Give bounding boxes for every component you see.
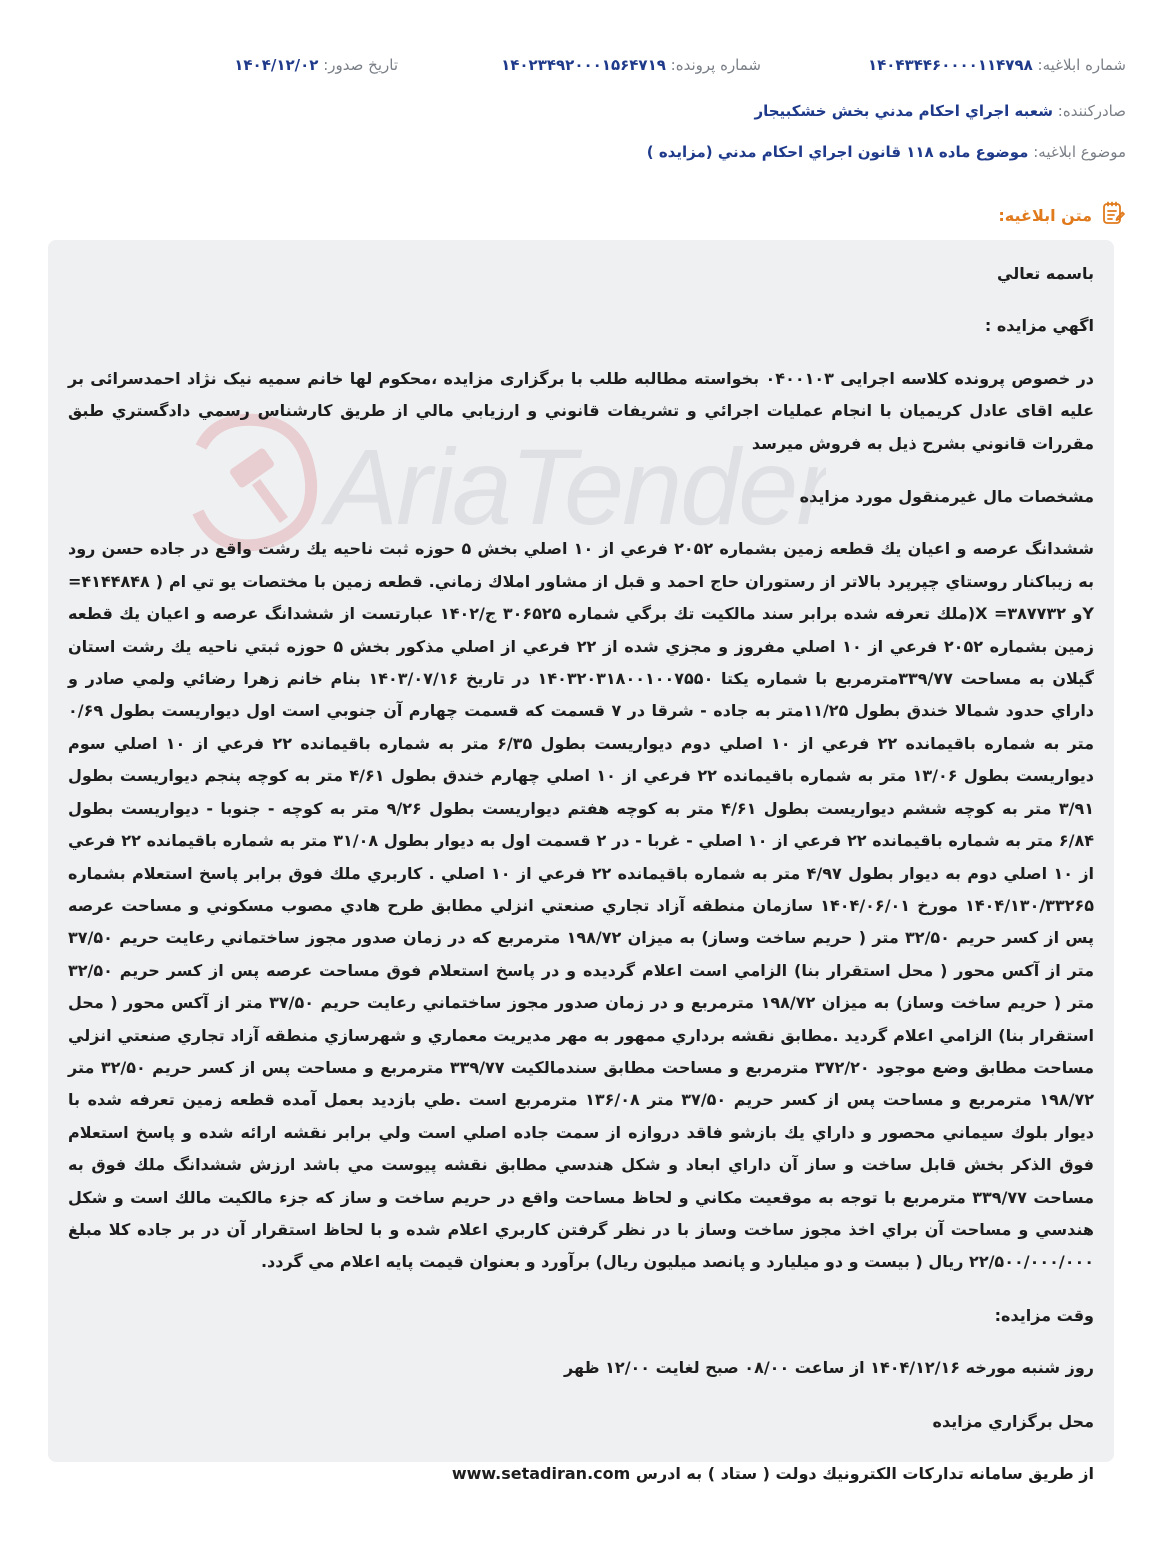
notice-number bbox=[868, 56, 1126, 74]
issue-date bbox=[234, 56, 398, 74]
issuer-value: شعبه اجراي احكام مدني بخش خشكبيجار bbox=[754, 102, 1053, 120]
auction-venue bbox=[68, 1458, 1094, 1490]
subject-label: موضوع ابلاغيه: bbox=[1033, 143, 1126, 161]
issue-date-label: تاريخ صدور: bbox=[323, 56, 398, 74]
issuer-label: صادرکننده: bbox=[1057, 102, 1126, 120]
notice-body-panel bbox=[48, 240, 1114, 1483]
issuer-row bbox=[754, 102, 1126, 120]
file-number bbox=[501, 56, 761, 74]
auction-time: روز شنبه مورخه ۱۴۰۴/۱۲/۱۶ از ساعت ۰۸/۰۰ صبح لغايت ۱۲/۰۰ ظهر bbox=[564, 1358, 1094, 1378]
watermark-text: AriaTender bbox=[326, 426, 826, 547]
notice-text-heading bbox=[998, 200, 1126, 230]
issue-date-value: ۱۴۰۴/۱۲/۰۲ bbox=[234, 56, 319, 74]
property-description: ششدانگ عرصه و اعيان يك قطعه زمين بشماره ۲۰۵۲ فرعي از ۱۰ اصلي بخش ۵ حوزه ثبت ناحيه يك رشت واقع در جاده حسن رود به زيباكنار روستاي چپرپرد بالاتر از رستوران حاج احمد و قبل از مشاور املاك زماني. قطعه زمين با مختصات يو تي ام ( ۴۱۴۴۸۴۸= Yو ۳۸۷۷۳۲= X(ملك تعرفه شده برابر سند مالكيت تك برگي شماره ۳۰۶۵۲۵ ج/۱۴۰۲ عبارتست از ششدانگ عرصه و اعيان يك قطعه زمين بشماره ۲۰۵۲ فرعي از ۱۰ اصلي مفروز و مجزي شده از ۲۲ فرعي از اصلي مذكور بخش ۵ حوزه ثبتي ناحيه يك رشت استان گيلان به مساحت ۳۳۹/۷۷مترمربع با شماره يكتا ۱۴۰۳۲۰۳۱۸۰۰۱۰۰۷۵۵۰ در تاريخ ۱۴۰۳/۰۷/۱۶ بنام خانم زهرا رضائي ولمي صادر و داراي حدود شمالا خندق بطول ۱۱/۲۵متر به جاده - شرقا در ۷ قسمت كه قسمت چهارم آن جنوبي است اول ديواريست بطول ۰/۶۹ متر به شماره باقيمانده ۲۲ فرعي از ۱۰ اصلي دوم ديواريست بطول ۶/۳۵ متر به شماره باقيمانده ۲۲ فرعي از ۱۰ اصلي سوم ديواريست بطول ۱۳/۰۶ متر به شماره باقيمانده ۲۲ فرعي از ۱۰ اصلي چهارم خندق بطول ۴/۶۱ متر به كوچه پنجم ديواريست بطول ۳/۹۱ متر به كوچه ششم ديواريست بطول ۴/۶۱ متر به كوچه هفتم ديواريست بطول ۹/۲۶ متر به كوچه - جنوبا - ديواريست بطول ۶/۸۴ متر به شماره باقيمانده ۲۲ فرعي از ۱۰ اصلي - غربا - در ۲ قسمت اول به ديوار بطول ۳۱/۰۸ متر به شماره باقيمانده ۲۲ فرعي از ۱۰ اصلي دوم به ديوار بطول ۴/۹۷ متر به شماره باقيمانده ۲۲ فرعي از ۱۰ اصلي . كاربري ملك فوق برابر پاسخ استعلام بشماره ۱۴۰۴/۱۳۰/۳۳۲۶۵ مورخ ۱۴۰۴/۰۶/۰۱ سازمان منطقه آزاد تجاري صنعتي انزلي مطابق طرح هادي مصوب مسكوني و مساحت عرصه پس از كسر حريم ۳۲/۵۰ متر ( حريم ساخت وساز) به ميزان ۱۹۸/۷۲ مترمربع كه در زمان صدور مجوز ساختماني رعايت حريم ۳۷/۵۰ متر از آكس محور ( محل استقرار بنا) الزامي است اعلام گرديده و در پاسخ استعلام فوق مساحت عرصه پس از كسر حريم ۳۲/۵۰ متر ( حريم ساخت وساز) به ميزان ۱۹۸/۷۲ مترمربع و در زمان صدور مجوز ساختماني رعايت حريم ۳۷/۵۰ متر از آكس محور ( محل استقرار بنا) الزامي اعلام گرديد .مطابق نقشه برداري ممهور به مهر مديريت معماري و شهرسازي منطقه آزاد تجاري صنعتي انزلي مساحت مطابق وضع موجود ۳۷۲/۲۰ مترمربع و مساحت مطابق سندمالكيت ۳۳۹/۷۷ مترمربع و مساحت پس از كسر حريم ۳۲/۵۰ متر ۱۹۸/۷۲ مترمربع و مساحت پس از كسر حريم ۳۷/۵۰ متر ۱۳۶/۰۸ مترمربع است .طي بازديد بعمل آمده قطعه زمين تعرفه شده با ديوار بلوك سيماني محصور و داراي يك بازشو فاقد دروازه از سمت جاده اصلي است ولي برابر نقشه ارائه شده و پاسخ استعلام فوق الذكر بخش قابل ساخت و ساز آن داراي ابعاد و شكل هندسي مطابق نقشه پيوست مي باشد ارزش ششدانگ ملك فوق به مساحت ۳۳۹/۷۷ مترمربع با توجه به موقعيت مكاني و لحاظ مساحت واقع در حريم ساخت و ساز كه جزء مالكيت مالك است و شكل هندسي و مساحت آن براي اخذ مجوز ساخت وساز با در نظر گرفتن كاربري اعلام شده و با لحاظ استقرار آن در بر جاده كلا مبلغ ۲۲/۵۰۰/۰۰۰/۰۰۰ ريال ( بيست و دو ميليارد و پانصد ميليون ريال) برآورد و بعنوان قيمت پايه اعلام مي گردد. bbox=[68, 539, 1095, 1272]
notice-number-value: ۱۴۰۴۳۴۴۶۰۰۰۰۱۱۴۷۹۸ bbox=[867, 56, 1033, 74]
notice-body bbox=[68, 258, 1094, 1511]
subject-value: موضوع ماده ۱۱۸ قانون اجراي احكام مدني (مزايده ) bbox=[646, 143, 1029, 161]
file-number-value: ۱۴۰۲۳۴۹۲۰۰۰۱۵۶۴۷۱۹ bbox=[501, 56, 666, 74]
notice-text-title: متن ابلاغيه: bbox=[998, 205, 1092, 225]
setad-url-link[interactable]: www.setadiran.com bbox=[451, 1464, 631, 1483]
property-heading: مشخصات مال غيرمنقول مورد مزايده bbox=[799, 487, 1094, 507]
notice-document-icon bbox=[1100, 200, 1126, 230]
auction-venue-text: از طريق سامانه تداركات الكترونيك دولت ( ستاد ) به ادرس bbox=[630, 1464, 1094, 1483]
notice-salutation: باسمه تعالي bbox=[997, 264, 1094, 283]
auction-time-heading: وقت مزايده: bbox=[994, 1305, 1094, 1325]
case-paragraph: در خصوص پرونده كلاسه اجرایی ۰۴۰۰۱۰۳ بخواسته مطالبه طلب با برگزاری مزايده ،محکوم لها خانم سمیه نیک نژاد احمدسرائی بر علیه اقای عادل کریمیان با انجام عمليات اجرائي و تشريفات قانوني و ارزيابي مالي از طريق كارشناس رسمي دادگستري طبق مقررات قانوني بشرح ذيل به فروش ميرسد bbox=[68, 368, 1095, 453]
auction-notice-title: اگهي مزايده : bbox=[984, 316, 1094, 336]
file-number-label: شماره پرونده: bbox=[670, 56, 761, 74]
notice-meta-row bbox=[48, 56, 1126, 84]
subject-row bbox=[647, 143, 1126, 161]
notice-number-label: شماره ابلاغيه: bbox=[1037, 56, 1126, 74]
auction-venue-heading: محل برگزاري مزايده bbox=[932, 1411, 1094, 1431]
